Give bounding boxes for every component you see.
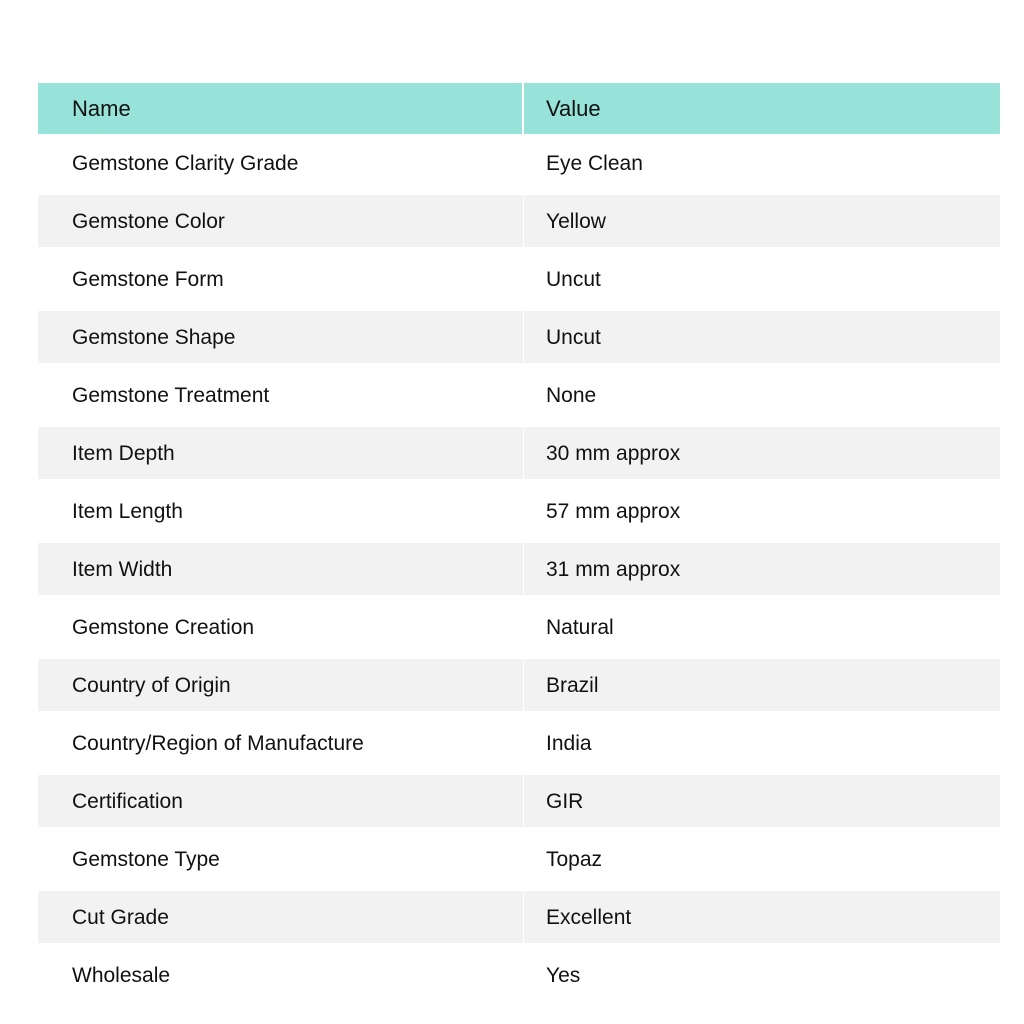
table-row (38, 366, 1000, 424)
table-row (38, 192, 1000, 250)
table-header (38, 83, 1000, 134)
row-name-cell: Gemstone Clarity Grade (38, 134, 524, 192)
row-value-cell: India (546, 731, 592, 755)
row-value-cell: Eye Clean (546, 151, 643, 175)
row-value-cell: Excellent (546, 905, 632, 929)
row-name-cell: Gemstone Treatment (38, 366, 524, 424)
row-value-cell: Uncut (546, 325, 601, 349)
row-value-cell: Topaz (546, 847, 603, 871)
row-name-cell: Item Length (38, 482, 524, 540)
table-row (38, 772, 1000, 830)
row-value-cell: Uncut (546, 267, 601, 291)
row-value-cell: 31 mm approx (546, 557, 681, 581)
row-name-cell: Gemstone Shape (38, 308, 524, 366)
row-value-cell: Yellow (546, 209, 606, 233)
row-value-cell: Brazil (546, 673, 599, 697)
column-header-value: Value (546, 95, 601, 121)
row-value-cell: None (546, 383, 597, 407)
row-name-cell: Gemstone Type (38, 830, 524, 888)
column-header-name: Name (38, 83, 524, 134)
row-value-cell: 57 mm approx (546, 499, 681, 523)
specifications-table (38, 83, 1000, 1004)
table-body (38, 134, 1000, 1004)
table-row (38, 888, 1000, 946)
table-row (38, 714, 1000, 772)
row-name-cell: Cut Grade (38, 888, 524, 946)
row-value-cell: Natural (546, 615, 614, 639)
row-name-cell: Gemstone Form (38, 250, 524, 308)
row-name-cell: Certification (38, 772, 524, 830)
row-name-cell: Gemstone Creation (38, 598, 524, 656)
row-name-cell: Gemstone Color (38, 192, 524, 250)
row-name-cell: Item Width (38, 540, 524, 598)
table-row (38, 134, 1000, 192)
row-value-cell: Yes (546, 963, 581, 987)
table-row (38, 540, 1000, 598)
row-name-cell: Country/Region of Manufacture (38, 714, 524, 772)
table-row (38, 308, 1000, 366)
table-row (38, 482, 1000, 540)
table-row (38, 424, 1000, 482)
table-row (38, 656, 1000, 714)
row-name-cell: Wholesale (38, 946, 524, 1004)
table-row (38, 946, 1000, 1004)
table-row (38, 250, 1000, 308)
table-row (38, 830, 1000, 888)
row-value-cell: 30 mm approx (546, 441, 681, 465)
table-row (38, 598, 1000, 656)
row-name-cell: Item Depth (38, 424, 524, 482)
row-name-cell: Country of Origin (38, 656, 524, 714)
row-value-cell: GIR (546, 789, 584, 813)
